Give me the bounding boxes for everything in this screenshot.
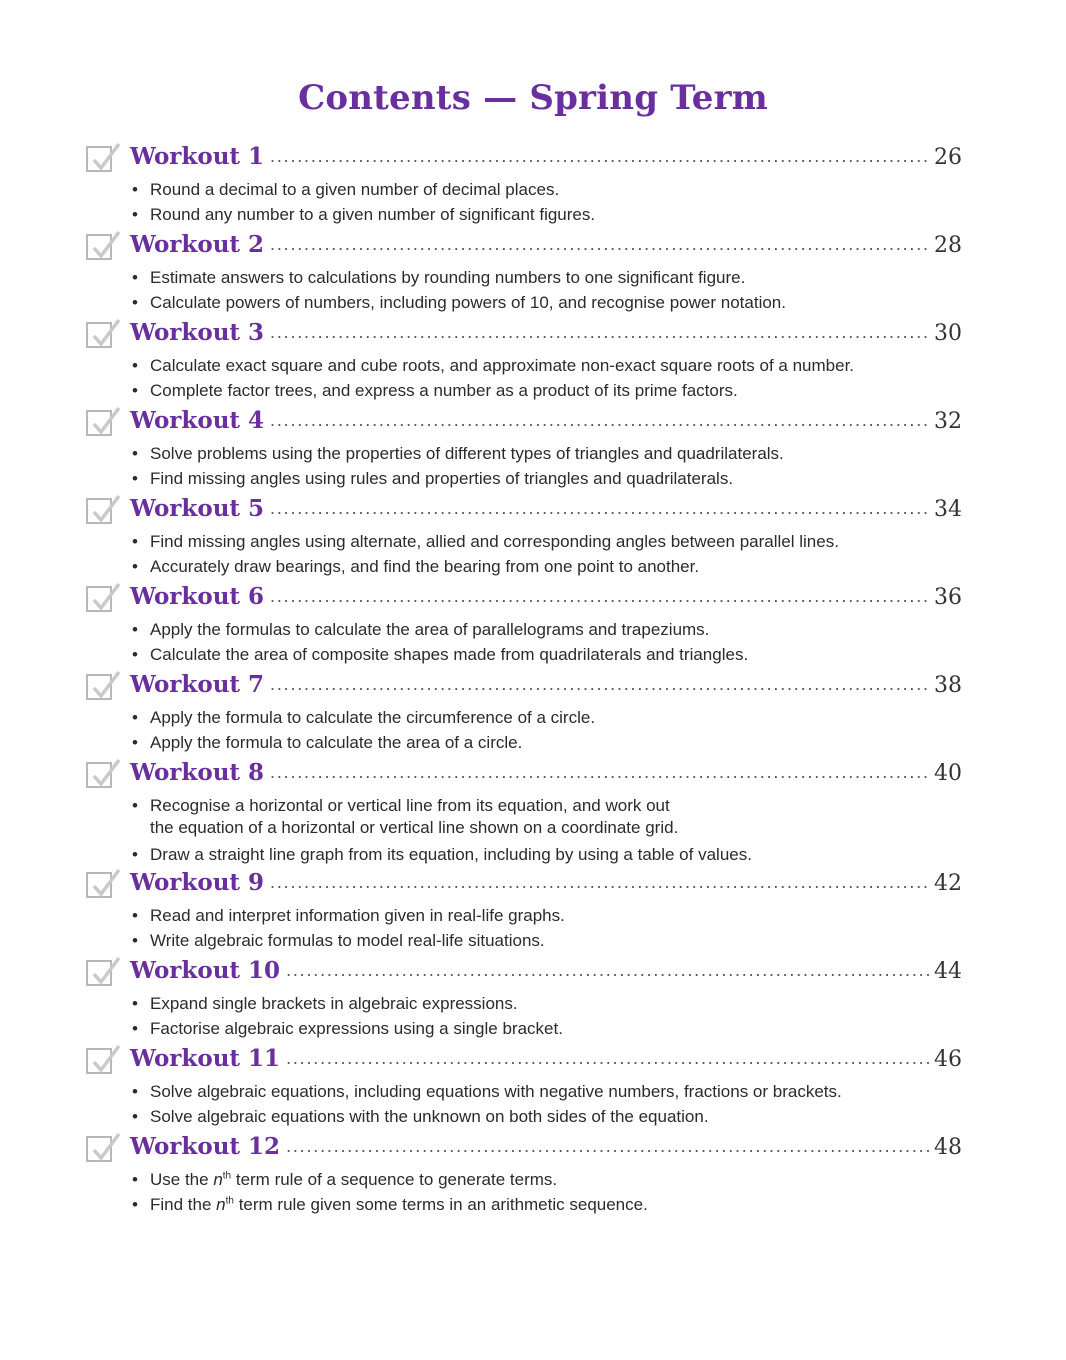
workout-title[interactable]: Workout 3 — [130, 319, 265, 346]
objective: • Write algebraic formulas to model real-life situations. — [131, 928, 962, 953]
workout-title[interactable]: Workout 2 — [130, 231, 265, 258]
toc-entry — [86, 143, 962, 231]
page-number: 38 — [934, 673, 962, 698]
objectives-list — [86, 1079, 962, 1129]
page-number: 46 — [934, 1047, 962, 1072]
check-icon — [89, 492, 123, 526]
dot-leader — [270, 322, 930, 343]
dot-leader — [270, 872, 930, 893]
checkbox[interactable] — [86, 960, 112, 986]
objectives-list — [86, 177, 962, 227]
objective: • Accurately draw bearings, and find the bearing from one point to another. — [131, 554, 962, 579]
objective: • Factorise algebraic expressions using a single bracket. — [131, 1016, 962, 1041]
check-icon — [89, 1130, 123, 1164]
check-icon — [89, 954, 123, 988]
checkbox[interactable] — [86, 1048, 112, 1074]
objective-line: the equation of a horizontal or vertical line shown on a coordinate grid. — [150, 818, 679, 837]
objective-text: Use the — [150, 1170, 214, 1189]
workout-title[interactable]: Workout 9 — [130, 869, 265, 896]
toc-entry — [86, 319, 962, 407]
objective: • Complete factor trees, and express a number as a product of its prime factors. — [131, 378, 962, 403]
objective: • Apply the formula to calculate the area of a circle. — [131, 730, 962, 755]
check-icon — [89, 866, 123, 900]
workout-title[interactable]: Workout 10 — [130, 957, 281, 984]
checkbox[interactable] — [86, 498, 112, 524]
checkbox[interactable] — [86, 674, 112, 700]
objective: • Apply the formulas to calculate the area of parallelograms and trapeziums. — [131, 617, 962, 642]
check-icon — [89, 140, 123, 174]
toc-entry — [86, 583, 962, 671]
objective-line: • Recognise a horizontal or vertical line from its equation, and work out — [150, 796, 670, 815]
workout-title[interactable]: Workout 6 — [130, 583, 265, 610]
toc-entry — [86, 495, 962, 583]
check-icon — [89, 404, 123, 438]
workout-title[interactable]: Workout 8 — [130, 759, 265, 786]
objective-text: term rule of a sequence to generate terms. — [231, 1170, 558, 1189]
checkbox[interactable] — [86, 146, 112, 172]
dot-leader — [286, 1048, 930, 1069]
variable-n: n — [213, 1170, 223, 1189]
dot-leader — [270, 498, 930, 519]
objectives-list — [86, 795, 962, 867]
toc-entry — [86, 231, 962, 319]
objectives-list — [86, 353, 962, 403]
objective: • Round any number to a given number of significant figures. — [131, 202, 962, 227]
checkbox[interactable] — [86, 322, 112, 348]
objectives-list — [86, 265, 962, 315]
dot-leader — [270, 762, 930, 783]
workout-title[interactable]: Workout 1 — [130, 143, 265, 170]
dot-leader — [286, 1136, 930, 1157]
checkbox[interactable] — [86, 1136, 112, 1162]
toc-entry — [86, 1045, 962, 1133]
objective: • Find missing angles using rules and properties of triangles and quadrilaterals. — [131, 466, 962, 491]
toc-entry — [86, 407, 962, 495]
objective: • Read and interpret information given in real-life graphs. — [131, 903, 962, 928]
toc-entry — [86, 957, 962, 1045]
workout-title[interactable]: Workout 7 — [130, 671, 265, 698]
workout-title[interactable]: Workout 4 — [130, 407, 265, 434]
check-icon — [89, 316, 123, 350]
dot-leader — [270, 234, 930, 255]
dot-leader — [286, 960, 930, 981]
page-number: 36 — [934, 585, 962, 610]
toc-entry — [86, 1133, 962, 1221]
objective: • Calculate the area of composite shapes made from quadrilaterals and triangles. — [131, 642, 962, 667]
check-icon — [89, 668, 123, 702]
superscript: th — [222, 1170, 232, 1182]
checkbox[interactable] — [86, 410, 112, 436]
page-number: 42 — [934, 871, 962, 896]
variable-n: n — [216, 1195, 226, 1214]
objectives-list — [86, 705, 962, 755]
objective: • Solve algebraic equations, including equations with negative numbers, fractions or brackets. — [131, 1079, 962, 1104]
objectives-list — [86, 617, 962, 667]
objective: • Find missing angles using alternate, allied and corresponding angles between parallel lines. — [131, 529, 962, 554]
workout-title[interactable]: Workout 5 — [130, 495, 265, 522]
objective — [131, 795, 962, 839]
dot-leader — [270, 674, 930, 695]
superscript: th — [225, 1195, 234, 1207]
objective: • Solve algebraic equations with the unknown on both sides of the equation. — [131, 1104, 962, 1129]
objective: • Apply the formula to calculate the circumference of a circle. — [131, 705, 962, 730]
objective: • Calculate powers of numbers, including powers of 10, and recognise power notation. — [131, 290, 962, 315]
objectives-list — [86, 441, 962, 491]
checkbox[interactable] — [86, 762, 112, 788]
page-number: 48 — [934, 1135, 962, 1160]
objective-text: term rule given some terms in an arithmetic sequence. — [233, 1195, 648, 1214]
objectives-list — [86, 529, 962, 579]
checkbox[interactable] — [86, 872, 112, 898]
checkbox[interactable] — [86, 586, 112, 612]
dot-leader — [270, 410, 930, 431]
page-number: 30 — [934, 321, 962, 346]
objective: • Round a decimal to a given number of decimal places. — [131, 177, 962, 202]
page-number: 34 — [934, 497, 962, 522]
contents-list — [86, 143, 962, 1221]
toc-entry — [86, 869, 962, 957]
page-number: 40 — [934, 761, 962, 786]
objective: • Calculate exact square and cube roots, and approximate non-exact square roots of a number. — [131, 353, 962, 378]
check-icon — [89, 1042, 123, 1076]
check-icon — [89, 580, 123, 614]
page-number: 44 — [934, 959, 962, 984]
objective: • Solve problems using the properties of different types of triangles and quadrilaterals. — [131, 441, 962, 466]
objective: • Estimate answers to calculations by rounding numbers to one significant figure. — [131, 265, 962, 290]
objectives-list — [86, 903, 962, 953]
check-icon — [89, 756, 123, 790]
workout-title[interactable]: Workout 12 — [130, 1133, 281, 1160]
workout-title[interactable]: Workout 11 — [130, 1045, 281, 1072]
objective: • Expand single brackets in algebraic expressions. — [131, 991, 962, 1016]
toc-entry — [86, 671, 962, 759]
check-icon — [89, 228, 123, 262]
page-number: 26 — [934, 145, 962, 170]
page-number: 32 — [934, 409, 962, 434]
objective-text: Find the — [150, 1195, 217, 1214]
checkbox[interactable] — [86, 234, 112, 260]
objective — [131, 1192, 962, 1217]
objective — [131, 1167, 962, 1192]
page-number: 28 — [934, 233, 962, 258]
toc-entry — [86, 759, 962, 869]
objective: • Draw a straight line graph from its equation, including by using a table of values. — [131, 842, 962, 867]
dot-leader — [270, 586, 930, 607]
objectives-list — [86, 991, 962, 1041]
dot-leader — [270, 146, 930, 167]
page-title: Contents — Spring Term — [298, 78, 768, 118]
objectives-list — [86, 1167, 962, 1217]
